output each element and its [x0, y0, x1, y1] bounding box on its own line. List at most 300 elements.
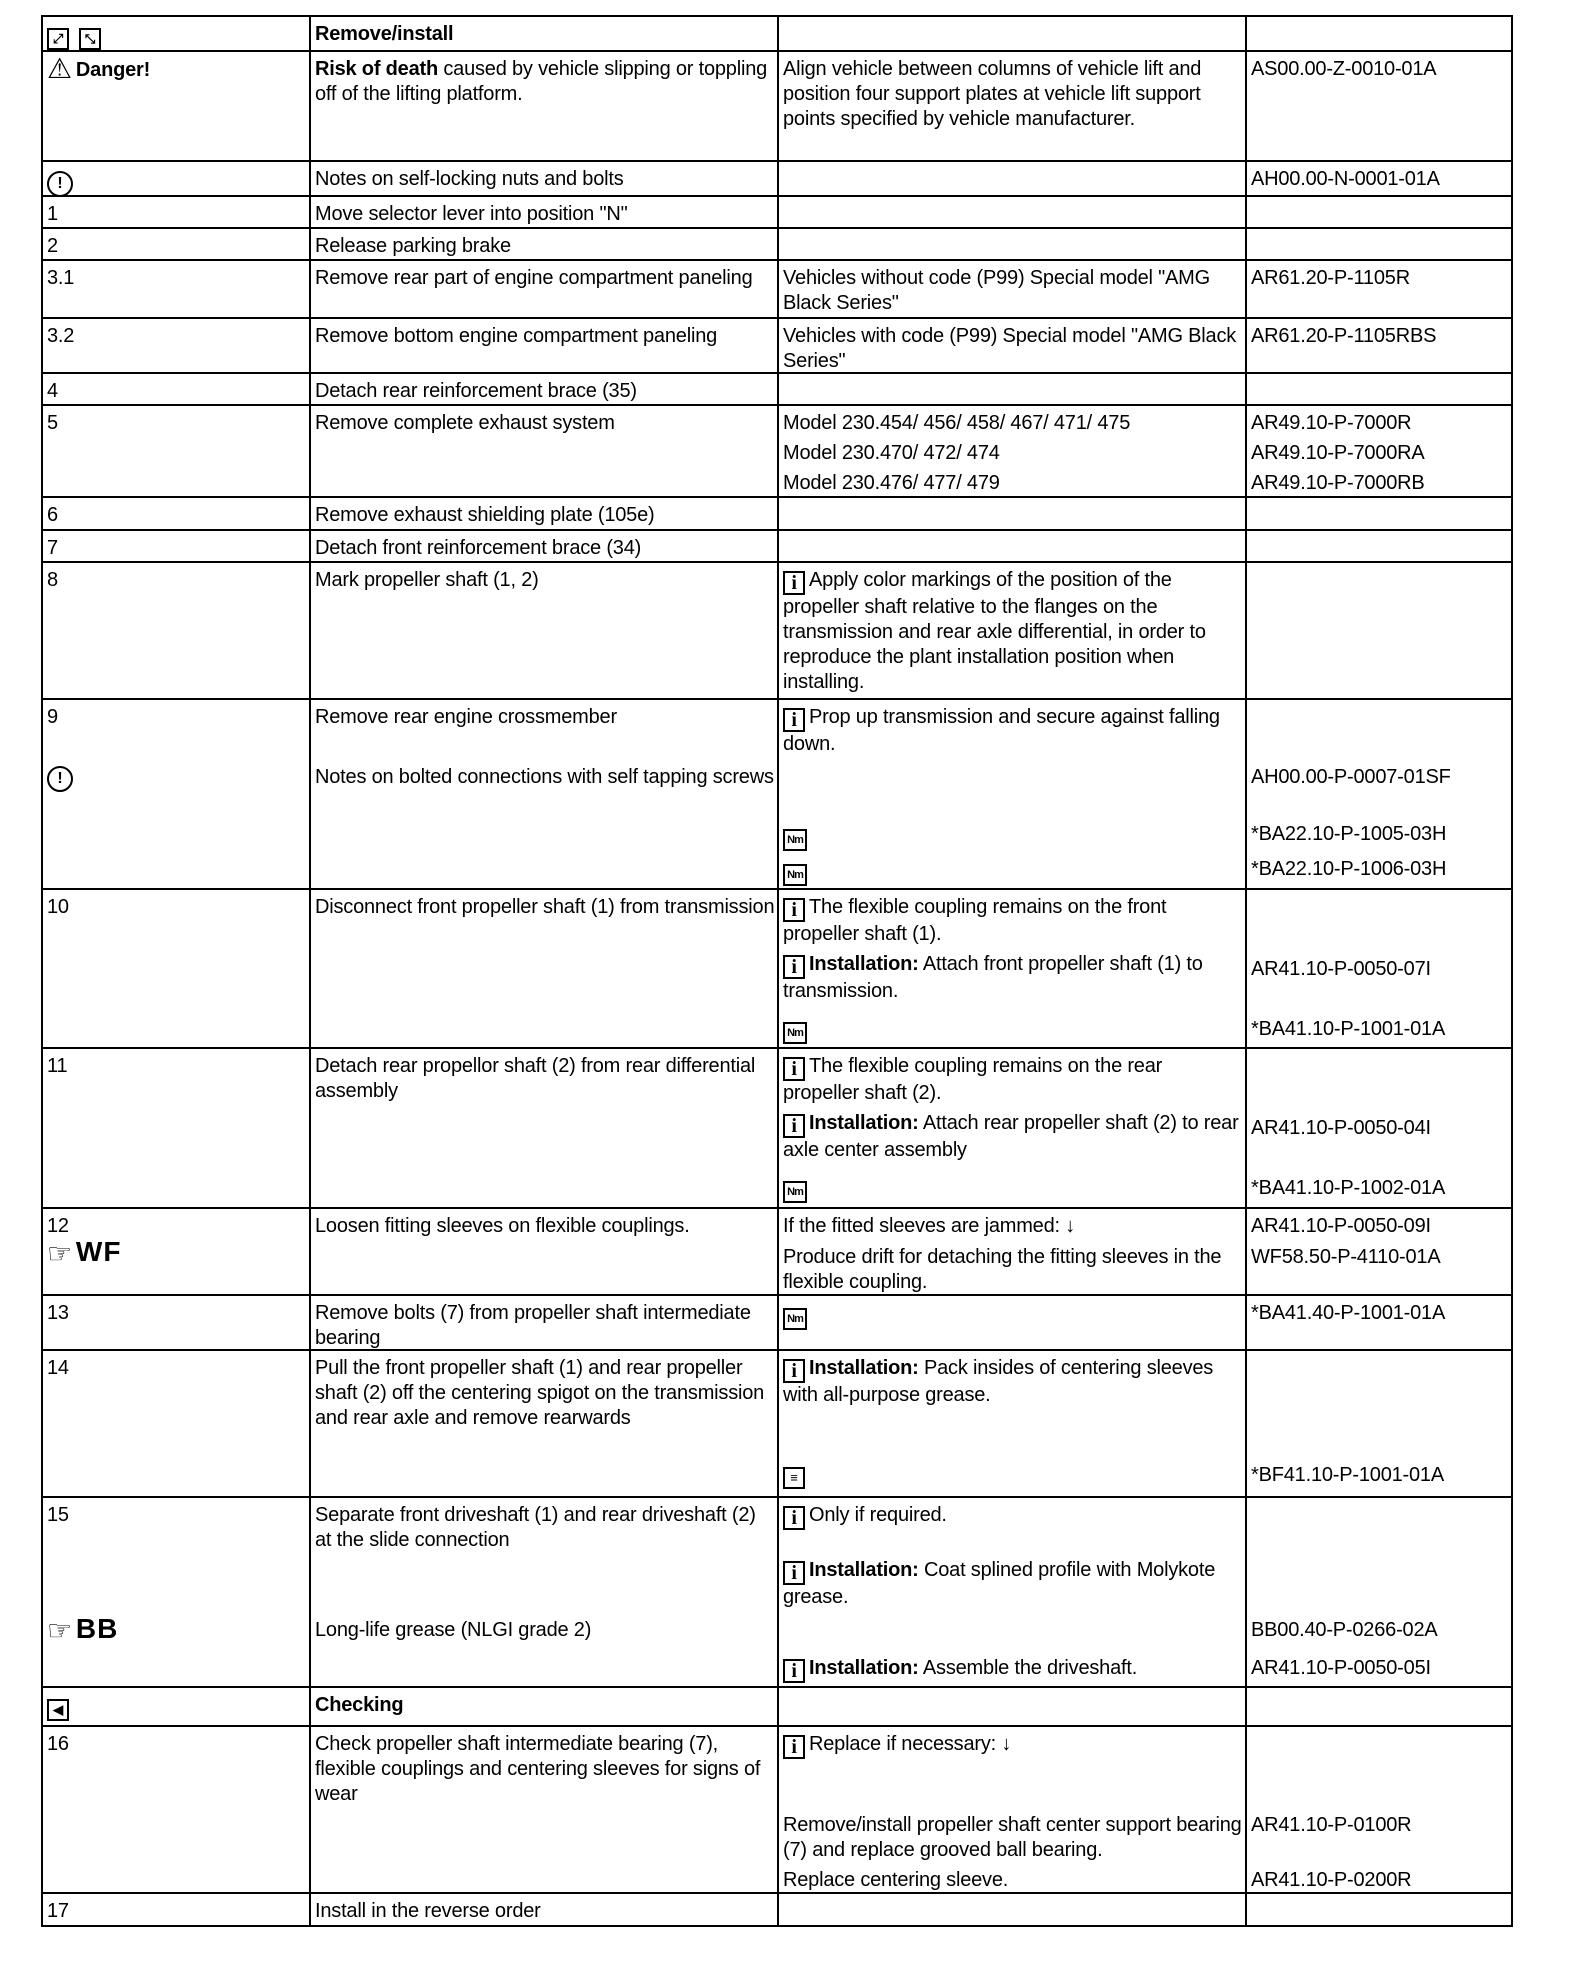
bold-text: Installation: [809, 1112, 919, 1134]
text-block [783, 441, 1243, 466]
step-cell [41, 261, 311, 317]
cell-text: 16 [47, 1733, 69, 1755]
icon-block [47, 1693, 307, 1721]
text-block [783, 1558, 1243, 1610]
reference-cell [1245, 890, 1513, 1047]
text-block [783, 1111, 1243, 1163]
table-row [41, 496, 1513, 529]
collapse-icon: ⤡ [79, 28, 101, 50]
cell-text: Remove bottom engine compartment paneling [315, 325, 718, 347]
step-cell [41, 162, 311, 195]
text-block [47, 1301, 307, 1326]
description-cell [309, 1894, 779, 1925]
cell-text[interactable]: AR49.10-P-7000R [1251, 412, 1412, 434]
cell-text: Remove complete exhaust system [315, 412, 615, 434]
reference-cell [1245, 197, 1513, 227]
cell-text[interactable]: AR49.10-P-7000RA [1251, 442, 1425, 464]
text-block [783, 1868, 1243, 1893]
grease-icon: ≡ [783, 1467, 805, 1489]
step-cell [41, 197, 311, 227]
text-block [47, 234, 307, 259]
notes-cell [777, 319, 1247, 372]
cell-text[interactable]: WF58.50-P-4110-01A [1251, 1246, 1441, 1268]
description-cell [309, 1351, 779, 1496]
text-block [1251, 1176, 1507, 1201]
description-cell [309, 17, 779, 50]
reference-cell [1245, 261, 1513, 317]
checking-icon: ◀ [47, 1699, 69, 1721]
reference-cell [1245, 319, 1513, 372]
cell-text[interactable]: AR41.10-P-0050-09I [1251, 1215, 1431, 1237]
cell-text: Detach rear propellor shaft (2) from rear differential assembly [315, 1055, 756, 1102]
step-cell [41, 406, 311, 496]
notes-cell [777, 229, 1247, 259]
cell-text[interactable]: *BA22.10-P-1006-03H [1251, 858, 1447, 880]
reference-cell [1245, 17, 1513, 50]
reference-cell [1245, 1209, 1513, 1294]
bold-text: Installation: [809, 1357, 919, 1379]
cell-text: Release parking brake [315, 235, 511, 257]
cell-text: Apply color markings of the position of the propeller shaft relative to the flanges on the transmission and rear axle differential, in order to reproduce the plant installation position when installing. [783, 569, 1206, 693]
step-cell [41, 52, 311, 160]
description-cell [309, 700, 779, 888]
text-block [315, 1214, 775, 1239]
table-row [41, 160, 1513, 195]
description-cell [309, 229, 779, 259]
pointer-label: WF [75, 1236, 122, 1267]
bold-text: Risk of death [315, 58, 438, 80]
text-block [315, 895, 775, 920]
bold-text: Installation: [809, 1657, 919, 1679]
notes-cell [777, 1351, 1247, 1496]
cell-text[interactable]: *BA41.40-P-1001-01A [1251, 1302, 1446, 1324]
text-block [783, 1813, 1243, 1863]
cell-text[interactable]: AR41.10-P-0100R [1251, 1814, 1412, 1836]
cell-text: The flexible coupling remains on the rear propeller shaft (2). [783, 1055, 1163, 1104]
text-block [315, 1301, 775, 1351]
notes-cell [777, 1894, 1247, 1925]
cell-text: 2 [47, 235, 58, 257]
cell-text: 17 [47, 1900, 69, 1922]
cell-text[interactable]: *BA41.10-P-1002-01A [1251, 1177, 1446, 1199]
step-cell [41, 1049, 311, 1207]
cell-text: Install in the reverse order [315, 1900, 541, 1922]
info-icon: i [783, 1561, 805, 1585]
info-icon: i [783, 1506, 805, 1530]
cell-text[interactable]: AR41.10-P-0050-07I [1251, 958, 1431, 980]
info-icon: i [783, 1359, 805, 1383]
table-row [41, 15, 1513, 50]
text-block [47, 1503, 307, 1528]
table-row [41, 1686, 1513, 1725]
text-block [315, 536, 775, 561]
cell-text: Vehicles with code (P99) Special model "AMG Black Series" [783, 325, 1237, 372]
cell-text: Replace if necessary: ↓ [809, 1733, 1012, 1755]
cell-text: Separate front driveshaft (1) and rear driveshaft (2) at the slide connection [315, 1504, 756, 1551]
info-icon: i [783, 1114, 805, 1138]
cell-text: Model 230.470/ 472/ 474 [783, 442, 1000, 464]
reference-cell [1245, 531, 1513, 561]
info-icon: i [783, 708, 805, 732]
reference-cell [1245, 1727, 1513, 1892]
step-cell [41, 1498, 311, 1686]
cell-text: Model 230.454/ 456/ 458/ 467/ 471/ 475 [783, 412, 1131, 434]
cell-text: 4 [47, 380, 58, 402]
text-block [1251, 411, 1507, 436]
text-block [47, 1356, 307, 1381]
text-block [783, 266, 1243, 316]
table-row [41, 1294, 1513, 1349]
reference-cell [1245, 374, 1513, 404]
icon-block [47, 762, 307, 792]
text-block [47, 1054, 307, 1079]
reference-cell [1245, 700, 1513, 888]
description-cell [309, 531, 779, 561]
description-cell [309, 319, 779, 372]
cell-text: Disconnect front propeller shaft (1) from transmission [315, 896, 775, 918]
step-cell [41, 498, 311, 529]
pointer-hand-icon: ☞ [47, 1238, 72, 1269]
cell-text: 3.1 [47, 267, 75, 289]
table-row [41, 1725, 1513, 1892]
icon-block [783, 1461, 1243, 1489]
table-row [41, 529, 1513, 561]
description-cell [309, 1049, 779, 1207]
reference-cell [1245, 1894, 1513, 1925]
text-block [315, 1732, 775, 1807]
text-block [47, 895, 307, 920]
text-block [1251, 957, 1507, 982]
cell-text[interactable]: AR41.10-P-0050-04I [1251, 1117, 1431, 1139]
notes-cell [777, 1688, 1247, 1725]
notes-cell [777, 52, 1247, 160]
cell-text: If the fitted sleeves are jammed: ↓ [783, 1215, 1076, 1237]
text-block [1251, 441, 1507, 466]
text-block [315, 1503, 775, 1553]
notes-cell [777, 374, 1247, 404]
icon-block [47, 167, 307, 197]
notes-cell [777, 1498, 1247, 1686]
cell-text: Assemble the driveshaft. [918, 1657, 1138, 1679]
reference-cell [1245, 563, 1513, 698]
cell-text[interactable]: AS00.00-Z-0010-01A [1251, 58, 1437, 80]
text-block [47, 705, 307, 730]
step-cell [41, 1727, 311, 1892]
cell-text: Detach front reinforcement brace (34) [315, 537, 642, 559]
notes-cell [777, 1049, 1247, 1207]
cell-text: 10 [47, 896, 69, 918]
cell-text: Long-life grease (NLGI grade 2) [315, 1619, 592, 1641]
text-block [1251, 1301, 1507, 1326]
step-cell [41, 1894, 311, 1925]
text-block [47, 324, 307, 349]
text-block [47, 1899, 307, 1924]
cell-text: 1 [47, 203, 58, 225]
cell-text: Attach rear propeller shaft (2) to rear axle center assembly [783, 1112, 1239, 1161]
reference-cell [1245, 1351, 1513, 1496]
cell-text: Attach front propeller shaft (1) to transmission. [783, 953, 1203, 1002]
torque-nm-icon: Nm [783, 829, 807, 851]
torque-nm-icon: Nm [783, 1308, 807, 1330]
text-block [783, 952, 1243, 1004]
reference-cell [1245, 162, 1513, 195]
text-block [315, 379, 775, 404]
table-row [41, 1047, 1513, 1207]
text-block [315, 411, 775, 436]
text-block [315, 1693, 775, 1718]
description-cell [309, 1688, 779, 1725]
step-cell [41, 17, 311, 50]
step-cell [41, 700, 311, 888]
reference-cell [1245, 52, 1513, 160]
cell-text: Align vehicle between columns of vehicle lift and position four support plates at vehicle lift support points specified by vehicle manufacturer. [783, 58, 1202, 130]
notes-cell [777, 197, 1247, 227]
icon-block [783, 857, 1243, 886]
cell-text: 7 [47, 537, 58, 559]
cell-text[interactable]: *BA22.10-P-1005-03H [1251, 823, 1447, 845]
text-block [783, 1245, 1243, 1295]
pointer-label: BB [75, 1613, 119, 1644]
cell-text[interactable]: *BF41.10-P-1001-01A [1251, 1464, 1444, 1486]
description-cell [309, 162, 779, 195]
text-block [315, 22, 775, 47]
cell-text: Prop up transmission and secure against falling down. [783, 706, 1220, 755]
table-row [41, 1349, 1513, 1496]
table-row [41, 259, 1513, 317]
cell-text: Replace centering sleeve. [783, 1869, 1009, 1891]
text-block [783, 1656, 1243, 1683]
reference-cell [1245, 406, 1513, 496]
cell-text: The flexible coupling remains on the front propeller shaft (1). [783, 896, 1167, 945]
table-row [41, 1207, 1513, 1294]
text-block [1251, 1017, 1507, 1042]
text-block [1251, 765, 1507, 790]
table-row [41, 372, 1513, 404]
cell-text[interactable]: AR41.10-P-0050-05I [1251, 1657, 1431, 1679]
description-cell [309, 1209, 779, 1294]
bold-text: Remove/install [315, 23, 454, 45]
info-icon: i [783, 955, 805, 979]
text-block [47, 503, 307, 528]
cell-text: Notes on self-locking nuts and bolts [315, 168, 624, 190]
cell-text: 11 [47, 1055, 68, 1077]
icon-block [783, 1015, 1243, 1044]
text-block [315, 324, 775, 349]
icon-block [783, 822, 1243, 851]
torque-nm-icon: Nm [783, 1022, 807, 1044]
notes-cell [777, 17, 1247, 50]
cell-text: Notes on bolted connections with self tapping screws [315, 766, 774, 788]
cell-text: Check propeller shaft intermediate bearing (7), flexible couplings and centering sleeves for signs of wear [315, 1733, 761, 1805]
notes-cell [777, 700, 1247, 888]
text-block [783, 705, 1243, 757]
step-cell [41, 229, 311, 259]
text-block [783, 324, 1243, 374]
description-cell [309, 890, 779, 1047]
cell-text: Pull the front propeller shaft (1) and rear propeller shaft (2) off the centering spigot on the transmission and rear axle and remove rearwards [315, 1357, 765, 1429]
cell-text[interactable]: AH00.00-N-0001-01A [1251, 168, 1440, 190]
icon-block [47, 1613, 307, 1646]
table-row [41, 227, 1513, 259]
cell-text[interactable]: AR61.20-P-1105RBS [1251, 325, 1437, 347]
text-block [315, 503, 775, 528]
icon-block [47, 23, 73, 45]
description-cell [309, 498, 779, 529]
text-block [315, 705, 775, 730]
step-cell [41, 374, 311, 404]
info-icon: i [783, 898, 805, 922]
cell-text: 5 [47, 412, 58, 434]
text-block [315, 1618, 775, 1643]
cell-text: 9 [47, 706, 58, 728]
notes-cell [777, 531, 1247, 561]
text-block [783, 57, 1243, 132]
text-block [783, 895, 1243, 947]
torque-nm-icon: Nm [783, 864, 807, 886]
text-block [783, 1214, 1243, 1239]
icon-block [79, 23, 105, 45]
description-cell [309, 1727, 779, 1892]
icon-block [47, 1236, 307, 1269]
text-block [47, 1732, 307, 1757]
cell-text[interactable]: AR49.10-P-7000RB [1251, 472, 1425, 494]
table-row [41, 1892, 1513, 1927]
cell-text: Remove/install propeller shaft center support bearing (7) and replace grooved ball bearing. [783, 1814, 1242, 1861]
cell-text: Remove bolts (7) from propeller shaft intermediate bearing [315, 1302, 751, 1349]
cell-text: Mark propeller shaft (1, 2) [315, 569, 539, 591]
cell-text: Model 230.476/ 477/ 479 [783, 472, 1000, 494]
cell-text: Vehicles without code (P99) Special model "AMG Black Series" [783, 267, 1211, 314]
info-icon: i [783, 1057, 805, 1081]
notes-icon: ! [47, 766, 73, 792]
text-block [315, 234, 775, 259]
reference-cell [1245, 1049, 1513, 1207]
text-block [783, 1732, 1243, 1759]
description-cell [309, 563, 779, 698]
notes-cell [777, 498, 1247, 529]
step-cell [41, 1296, 311, 1349]
text-block [783, 1054, 1243, 1106]
bold-text: Installation: [809, 953, 919, 975]
cell-text: 12 [47, 1215, 69, 1237]
text-block [1251, 1463, 1507, 1488]
text-block [47, 411, 307, 436]
notes-cell [777, 1296, 1247, 1349]
cell-text[interactable]: AH00.00-P-0007-01SF [1251, 766, 1451, 788]
description-cell [309, 1296, 779, 1349]
text-block [783, 568, 1243, 695]
text-block [1251, 471, 1507, 496]
text-block [315, 1356, 775, 1431]
text-block [47, 53, 307, 84]
info-icon: i [783, 1735, 805, 1759]
text-block [783, 471, 1243, 496]
text-block [1251, 1618, 1507, 1643]
cell-text: Remove exhaust shielding plate (105e) [315, 504, 655, 526]
table-row [41, 317, 1513, 372]
text-block [1251, 857, 1507, 882]
expand-icon: ⤢ [47, 28, 69, 50]
step-cell [41, 563, 311, 698]
text-block [315, 1899, 775, 1924]
cell-text: Move selector lever into position "N" [315, 203, 628, 225]
notes-cell [777, 563, 1247, 698]
text-block [1251, 1245, 1507, 1270]
cell-text: Pack insides of centering sleeves with all-purpose grease. [783, 1357, 1214, 1406]
reference-cell [1245, 1688, 1513, 1725]
warning-icon: ⚠ [47, 53, 72, 84]
bold-text: Checking [315, 1694, 404, 1716]
text-block [1251, 1214, 1507, 1239]
icon-block [783, 1174, 1243, 1203]
table-row [41, 50, 1513, 160]
notes-cell [777, 1209, 1247, 1294]
text-block [1251, 266, 1507, 291]
text-block [1251, 1116, 1507, 1141]
text-block [1251, 57, 1507, 82]
description-cell [309, 406, 779, 496]
reference-cell [1245, 1498, 1513, 1686]
cell-text: 15 [47, 1504, 69, 1526]
description-cell [309, 197, 779, 227]
cell-text: 3.2 [47, 325, 75, 347]
cell-text: Coat splined profile with Molykote grease. [783, 1559, 1216, 1608]
cell-text: Loosen fitting sleeves on flexible couplings. [315, 1215, 690, 1237]
text-block [1251, 1813, 1507, 1838]
cell-text: Produce drift for detaching the fitting sleeves in the flexible coupling. [783, 1246, 1222, 1293]
cell-text: caused by vehicle slipping or toppling off of the lifting platform. [315, 58, 768, 105]
description-cell [309, 261, 779, 317]
cell-text: Remove rear part of engine compartment paneling [315, 267, 753, 289]
text-block [1251, 1868, 1507, 1893]
text-block [47, 266, 307, 291]
text-block [1251, 1656, 1507, 1681]
step-cell [41, 1209, 311, 1294]
reference-cell [1245, 498, 1513, 529]
text-block [47, 379, 307, 404]
cell-text: Detach rear reinforcement brace (35) [315, 380, 637, 402]
torque-nm-icon: Nm [783, 1181, 807, 1203]
step-cell [41, 319, 311, 372]
pointer-hand-icon: ☞ [47, 1615, 72, 1646]
text-block [1251, 324, 1507, 349]
cell-text[interactable]: AR61.20-P-1105R [1251, 267, 1410, 289]
notes-cell [777, 162, 1247, 195]
cell-text: Only if required. [809, 1504, 947, 1526]
text-block [315, 202, 775, 227]
cell-text: 6 [47, 504, 58, 526]
cell-text[interactable]: AR41.10-P-0200R [1251, 1869, 1412, 1891]
text-block [315, 568, 775, 593]
text-block [783, 411, 1243, 436]
text-block [315, 1054, 775, 1104]
notes-cell [777, 1727, 1247, 1892]
text-block [783, 1356, 1243, 1408]
text-block [315, 57, 775, 107]
cell-text[interactable]: *BA41.10-P-1001-01A [1251, 1018, 1446, 1040]
description-cell [309, 1498, 779, 1686]
text-block [1251, 167, 1507, 192]
cell-text[interactable]: BB00.40-P-0266-02A [1251, 1619, 1438, 1641]
cell-text: 8 [47, 569, 58, 591]
table-row [41, 1496, 1513, 1686]
step-cell [41, 1351, 311, 1496]
description-cell [309, 374, 779, 404]
table-row [41, 195, 1513, 227]
bold-text: Installation: [809, 1559, 919, 1581]
table-row [41, 888, 1513, 1047]
notes-icon: ! [47, 171, 73, 197]
